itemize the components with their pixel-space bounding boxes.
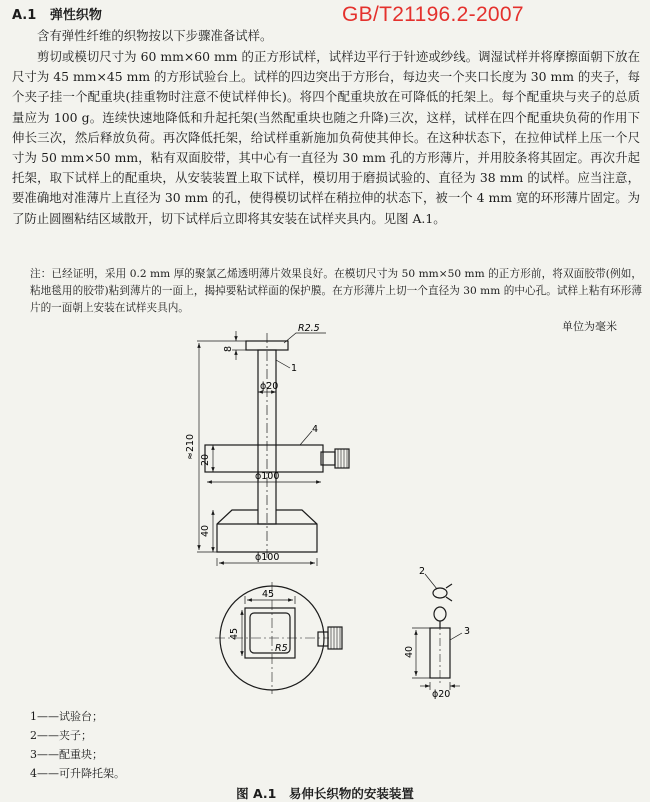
figure-caption: 图 A.1 易伸长织物的安装装置 xyxy=(236,786,414,801)
clip-ring xyxy=(433,588,447,598)
intro-paragraph: 含有弹性纤维的织物按以下步骤准备试样。 xyxy=(37,28,273,43)
weight-height-label: 40 xyxy=(404,645,415,658)
part-1-callout: 1 xyxy=(291,363,298,374)
unit-label: 单位为毫米 xyxy=(562,320,617,333)
base-diameter-label: ϕ100 xyxy=(255,552,280,563)
procedure-paragraph: 剪切或模切尺寸为 60 mm×60 mm 的正方形试样，试样边平行于针迹或纱线。调湿试样并将摩擦面朝下放在尺寸为 45 mm×45 mm 的方形试验台上。试样的四边突出于方形台，每边夹一个夹口长度为 30 mm 的夹子，每个夹子挂一个配重块(挂重物时注意不使试样伸长)。将四个配重块放在可降低的托架上。每个配重块与夹子的总质量应为 100 g。连续快速地降低和升起托架(当然配重块也随之升降)三次，这样，试样在四个配重块负荷的作用下伸长三次，然后释放负荷。再次降低托架，给试样重新施加负荷使其伸长。在这种状态下，在拉伸试样上压一个尺寸为 50 mm×50 mm，粘有双面胶带，其中心有一直径为 30 mm 孔的方形薄片，并用胶条将其固定。再次升起托架，取下试样上的配重块，从安装装置上取下试样，模切用于磨损试验的、直径为 38 mm 的试样。应当注意，要准确地对准薄片上直径为 30 mm 的孔，使得模切试样在稍拉伸的状态下，被一个 4 mm 宽的环形薄片固定。为了防止圆圈粘结区域散开，切下试样后立即将其安装在试样夹具内。见图 A.1。 xyxy=(12,49,640,226)
plan-knob-neck xyxy=(318,632,328,646)
note-paragraph: 注：已经证明，采用 0.2 mm 厚的聚氯乙烯透明薄片效果良好。在模切尺寸为 50 mm×50 mm 的正方形前，将双面胶带(例如，粘地毯用的胶带)粘到薄片的一面上，揭掉要粘试样面的保护膜。在方形薄片上切一个直径为 30 mm 的中心孔。试样上粘有环形薄片的一面朝上安装在试样夹具内。 xyxy=(30,268,642,314)
dim-20-side-label: 20 xyxy=(200,453,211,466)
legend-item: 3——配重块； xyxy=(30,748,103,761)
plan-r5-label: R5 xyxy=(275,643,288,654)
legend-item: 4——可升降托架。 xyxy=(30,767,125,780)
section-number: A.1 xyxy=(12,8,37,23)
radius-top-label: R2.5 xyxy=(298,323,320,334)
legend-item: 1——试验台； xyxy=(30,710,103,723)
stem-diameter-label: ϕ20 xyxy=(260,381,279,392)
weight-diameter-label: ϕ20 xyxy=(432,689,451,700)
standard-number-watermark: GB/T21196.2-2007 xyxy=(342,3,524,26)
dim-40-side-label: 40 xyxy=(200,524,211,537)
legend-item: 2——夹子； xyxy=(30,729,92,742)
part-3-callout: 3 xyxy=(464,626,471,637)
section-title: 弹性织物 xyxy=(49,8,102,23)
dim-210-label: ≈210 xyxy=(185,433,196,460)
lifting-carrier xyxy=(205,445,323,472)
weight-hook xyxy=(434,607,446,621)
part-4-callout: 4 xyxy=(312,424,319,435)
part-2-callout: 2 xyxy=(419,566,426,577)
carrier-diameter-label: ϕ100 xyxy=(255,471,280,482)
plan-45-top-label: 45 xyxy=(262,589,275,600)
plan-45-side-label: 45 xyxy=(229,627,240,640)
dim-8-label: 8 xyxy=(223,345,234,352)
